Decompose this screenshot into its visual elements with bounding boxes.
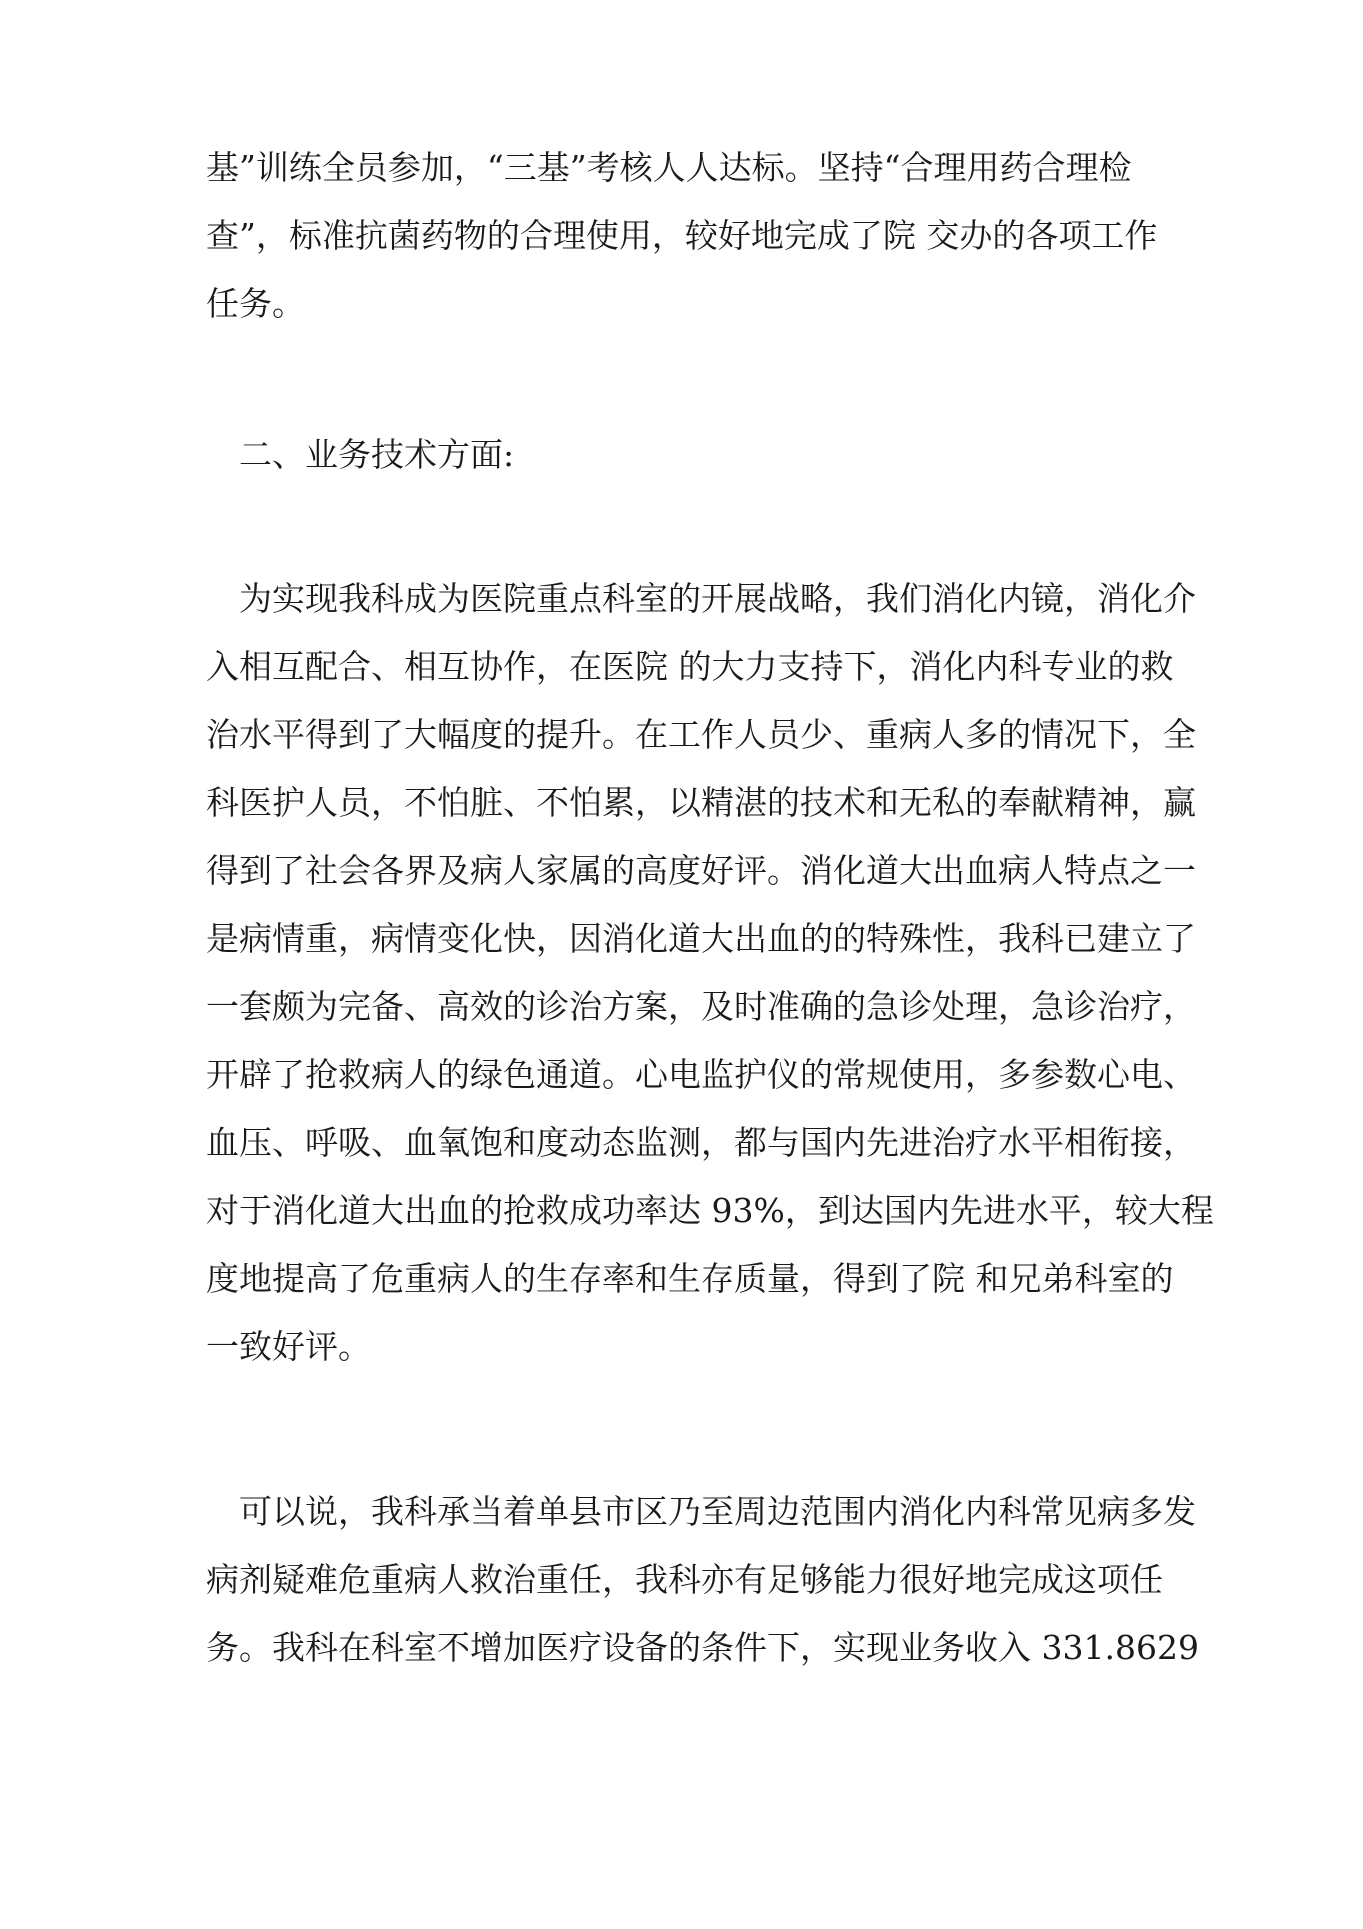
paragraph-line: 一致好评。	[206, 1327, 371, 1366]
paragraph-responsibility	[206, 1478, 1199, 1682]
paragraph-line: 对于消化道大出血的抢救成功率达 93%，到达国内先进水平，较大程	[206, 1191, 1214, 1230]
paragraph-line: 可以说，我科承当着单县市区乃至周边范围内消化内科常见病多发	[239, 1492, 1196, 1531]
paragraph-line: 度地提高了危重病人的生存率和生存质量，得到了院 和兄弟科室的	[206, 1259, 1174, 1298]
paragraph-line: 查”，标准抗菌药物的合理使用，较好地完成了院 交办的各项工作	[206, 216, 1158, 255]
paragraph-line: 务。我科在科室不增加医疗设备的条件下，实现业务收入 331.8629	[206, 1628, 1199, 1667]
paragraph-continuation	[206, 134, 1186, 338]
paragraph-line: 血压、呼吸、血氧饱和度动态监测，都与国内先进治疗水平相衔接，	[206, 1123, 1196, 1162]
paragraph-line: 治水平得到了大幅度的提升。在工作人员少、重病人多的情况下，全	[206, 715, 1196, 754]
paragraph-line: 病剂疑难危重病人救治重任，我科亦有足够能力很好地完成这项任	[206, 1560, 1163, 1599]
paragraph-line: 入相互配合、相互协作，在医院 的大力支持下，消化内科专业的救	[206, 647, 1174, 686]
paragraph-line: 为实现我科成为医院重点科室的开展战略，我们消化内镜，消化介	[239, 579, 1196, 618]
paragraph-line: 一套颇为完备、高效的诊治方案，及时准确的急诊处理，急诊治疗，	[206, 987, 1196, 1026]
section-heading	[206, 421, 1186, 489]
paragraph-line: 开辟了抢救病人的绿色通道。心电监护仪的常规使用，多参数心电、	[206, 1055, 1196, 1094]
paragraph-line: 得到了社会各界及病人家属的高度好评。消化道大出血病人特点之一	[206, 851, 1196, 890]
paragraph-line: 是病情重，病情变化快，因消化道大出血的的特殊性，我科已建立了	[206, 919, 1196, 958]
heading-line: 二、业务技术方面:	[239, 435, 515, 474]
paragraph-line: 基”训练全员参加，“三基”考核人人达标。坚持“合理用药合理检	[206, 148, 1132, 187]
paragraph-line: 任务。	[206, 284, 305, 323]
paragraph-business-technology	[206, 565, 1214, 1381]
paragraph-line: 科医护人员，不怕脏、不怕累，以精湛的技术和无私的奉献精神，赢	[206, 783, 1196, 822]
